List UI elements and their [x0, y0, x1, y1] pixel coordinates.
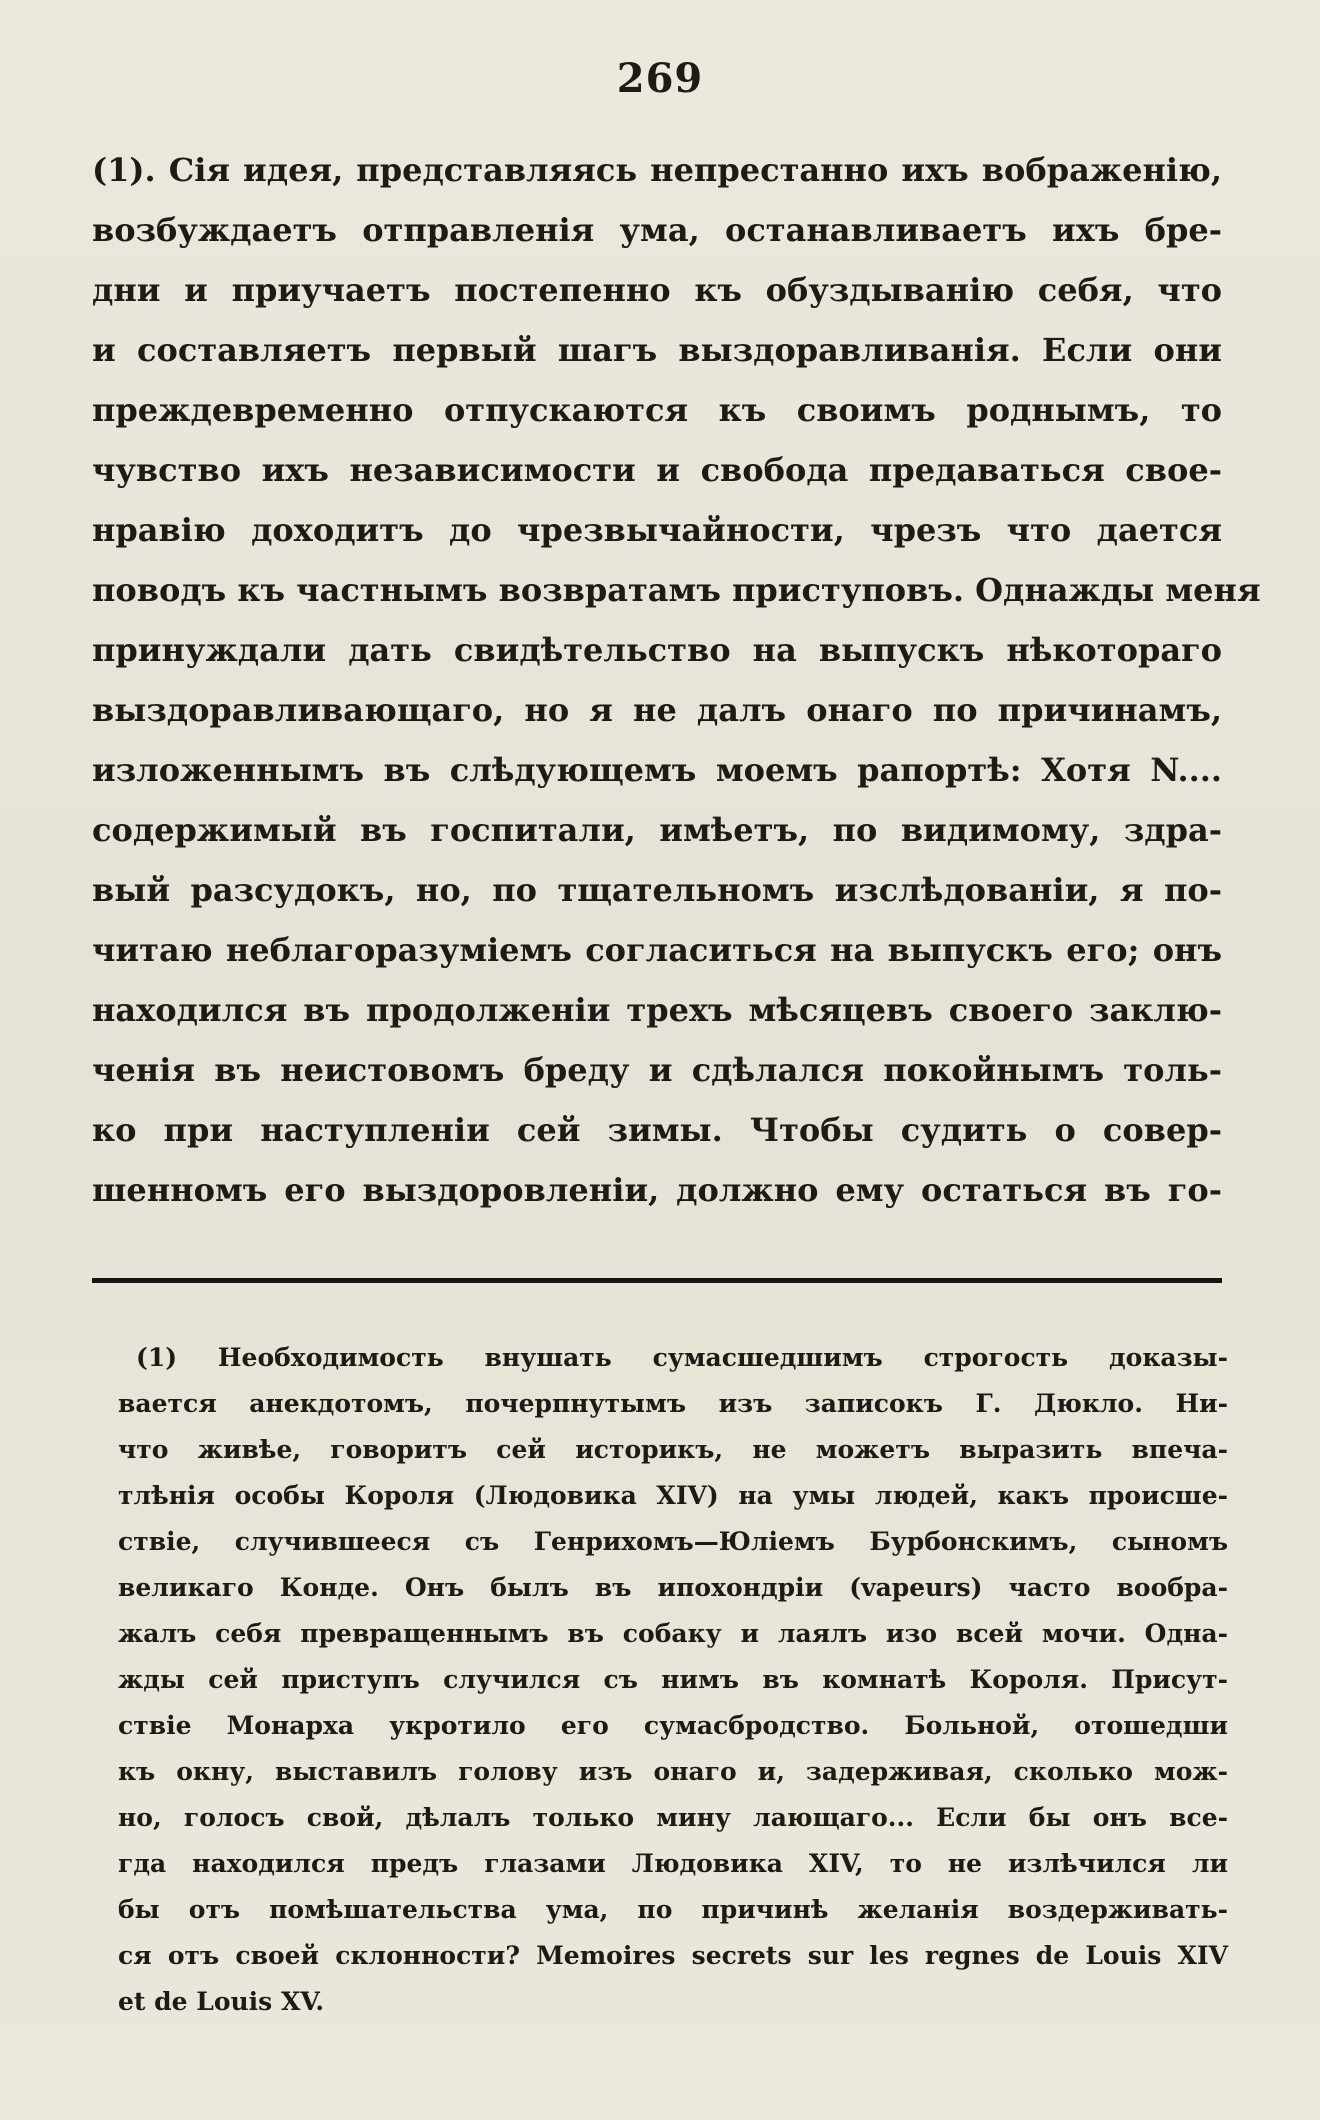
main-text-line: принуждали дать свидѣтельство на выпускъ нѣкотораго: [92, 631, 1222, 669]
main-text-line: шенномъ его выздоровленіи, должно ему остаться въ го-: [92, 1171, 1222, 1209]
main-text-line: возбуждаетъ отправленія ума, останавливаетъ ихъ бре-: [92, 211, 1222, 249]
main-text-line: находился въ продолженіи трехъ мѣсяцевъ своего заклю-: [92, 991, 1222, 1029]
main-text-line: поводъ къ частнымъ возвратамъ приступовъ. Однажды меня: [92, 571, 1261, 609]
footnote-line: тлѣнія особы Короля (Людовика XIV) на умы людей, какъ происше-: [118, 1481, 1228, 1510]
footnote: [118, 1335, 1228, 2025]
footnote-line: бы отъ помѣшательства ума, по причинѣ желанія воздерживать-: [118, 1895, 1228, 1924]
footnote-line: вается анекдотомъ, почерпнутымъ изъ записокъ Г. Дюкло. Ни-: [118, 1389, 1228, 1418]
main-text-line: ченія въ неистовомъ бреду и сдѣлался покойнымъ толь-: [92, 1051, 1222, 1089]
main-text-line: читаю неблагоразуміемъ согласиться на выпускъ его; онъ: [92, 931, 1222, 969]
footnote-line: (1) Необходимость внушать сумасшедшимъ строгость доказы-: [136, 1343, 1228, 1372]
footnote-divider: [92, 1278, 1222, 1283]
main-text-line: содержимый въ госпитали, имѣетъ, по видимому, здра-: [92, 811, 1222, 849]
main-text: [92, 140, 1261, 1220]
main-text-line: нравію доходитъ до чрезвычайности, чрезъ что дается: [92, 511, 1222, 549]
footnote-line: ствіе Монарха укротило его сумасбродство. Больной, отошедши: [118, 1711, 1228, 1740]
main-text-line: ко при наступленіи сей зимы. Чтобы судить о совер-: [92, 1111, 1222, 1149]
footnote-line: жды сей приступъ случился съ нимъ въ комнатѣ Короля. Присут-: [118, 1665, 1228, 1694]
main-text-line: изложеннымъ въ слѣдующемъ моемъ рапортѣ: Хотя N....: [92, 751, 1222, 789]
main-text-line: преждевременно отпускаются къ своимъ роднымъ, то: [92, 391, 1222, 429]
main-text-line: вый разсудокъ, но, по тщательномъ изслѣдованіи, я по-: [92, 871, 1222, 909]
footnote-line: et de Louis XV.: [118, 1987, 325, 2016]
footnote-line: великаго Конде. Онъ былъ въ ипохондріи (vapeurs) часто вообра-: [118, 1573, 1228, 1602]
footnote-line: жалъ себя превращеннымъ въ собаку и лаялъ изо всей мочи. Одна-: [118, 1619, 1228, 1648]
main-text-line: выздоравливающаго, но я не далъ онаго по причинамъ,: [92, 691, 1222, 729]
page-number: 269: [616, 55, 704, 102]
footnote-line: но, голосъ свой, дѣлалъ только мину лающаго... Если бы онъ все-: [118, 1803, 1228, 1832]
footnote-line: гда находился предъ глазами Людовика XIV, то не излѣчился ли: [118, 1849, 1228, 1878]
footnote-line: ся отъ своей склонности? Memoires secrets sur les regnes de Louis XIV: [118, 1941, 1228, 1970]
footnote-line: къ окну, выставилъ голову изъ онаго и, задерживая, сколько мож-: [118, 1757, 1228, 1786]
main-text-line: дни и приучаетъ постепенно къ обуздыванію себя, что: [92, 271, 1222, 309]
main-text-line: (1). Сія идея, представляясь непрестанно ихъ вображенію,: [92, 151, 1222, 189]
footnote-line: что живѣе, говоритъ сей историкъ, не можетъ выразить впеча-: [118, 1435, 1228, 1464]
footnote-line: ствіе, случившееся съ Генрихомъ—Юліемъ Бурбонскимъ, сыномъ: [118, 1527, 1228, 1556]
main-text-line: и составляетъ первый шагъ выздоравливанія. Если они: [92, 331, 1222, 369]
main-text-line: чувство ихъ независимости и свобода предаваться свое-: [92, 451, 1222, 489]
